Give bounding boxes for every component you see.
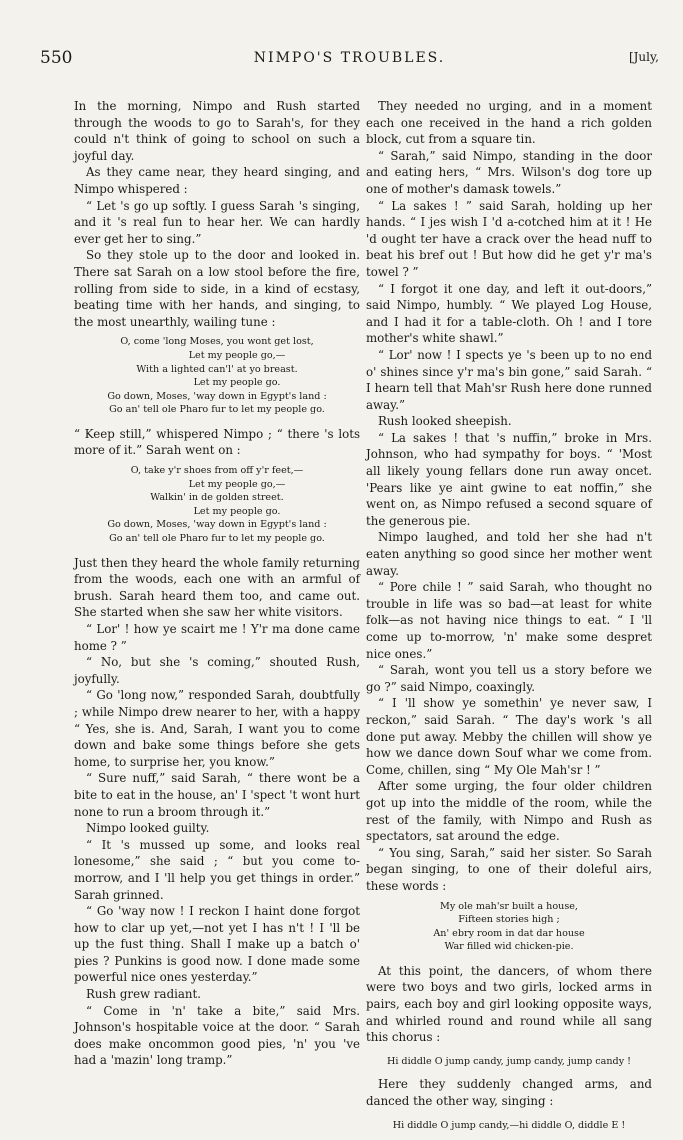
paragraph: “ Lor' ! how ye scairt me ! Y'r ma done came home ? ” [74, 622, 360, 653]
paragraph: So they stole up to the door and looked in. There sat Sarah on a low stool before the fire, rolling from side to side, in a kind of ecstasy, beating time with her hands, and singing, to the most unearthly, wailing tune : [74, 248, 360, 329]
verse-line: War filled wid chicken-pie. [444, 941, 574, 953]
paragraph: In the morning, Nimpo and Rush started through the woods to go to Sarah's, for they could n't think of going to school on such a joyful day. [74, 99, 360, 163]
paragraph: After some urging, the four older children got up into the middle of the room, while the rest of the family, with Nimpo and Rush as spectators, sat around the edge. [366, 779, 652, 844]
song-verse [74, 464, 360, 546]
chorus-line: Hi diddle O jump candy, jump candy, jump candy ! [386, 1055, 632, 1067]
paragraph: Rush looked sheepish. [378, 414, 512, 429]
paragraph: Here they suddenly changed arms, and danced the other way, singing : [366, 1077, 652, 1109]
page-number: 550 [40, 48, 73, 68]
paragraph: “ Go 'way now ! I reckon I haint done forgot how to clar up yet,—not yet I has n't ! I 'll be up the fust thing. Shall I make up a batch o' pies ? Punkins is good now. I done made some powerful nice ones yesterday.” [74, 904, 360, 985]
paragraph: “ Keep still,” whispered Nimpo ; “ there 's lots more of it.” Sarah went on : [74, 426, 360, 458]
verse-line: Let my people go,— [188, 478, 286, 490]
paragraph: “ La sakes ! that 's nuffin,” broke in Mrs. Johnson, who had sympathy for boys. “ 'Most all likely young fellars done run away oncet. 'Pears like ye aint gwine to eat noffin,” she went on, as Nimpo refused a second square of the generous pie. [366, 430, 652, 528]
paragraph: “ Let 's go up softly. I guess Sarah 's singing, and it 's real fun to hear her. We can hardly ever get her to sing.” [74, 198, 360, 246]
paragraph: “ Go 'long now,” responded Sarah, doubtfully ; while Nimpo drew nearer to her, with a happy “ Yes, she is. And, Sarah, I want you to come down and bake some things before she gets home, to surprise her, you know.” [74, 688, 360, 769]
paragraph: Rush grew radiant. [86, 987, 202, 1002]
paragraph: “ Sarah,” said Nimpo, standing in the door and eating hers, “ Mrs. Wilson's dog tore up one of mother's damask towels.” [366, 148, 652, 196]
paragraph: They needed no urging, and in a moment each one received in the hand a rich golden block, cut from a square tin. [366, 99, 652, 147]
paragraph: “ You sing, Sarah,” said her sister. So Sarah began singing, to one of their doleful airs, these words : [366, 845, 652, 893]
page-header [40, 48, 659, 72]
verse-line: O, come 'long Moses, you wont get lost, [120, 336, 314, 348]
verse-line: Walkin' in de golden street. [150, 492, 284, 504]
verse-line: Let my people go,— [188, 349, 286, 361]
paragraph: Nimpo laughed, and told her she had n't eaten anything so good since her mother went away. [366, 530, 652, 578]
verse-line: Go down, Moses, 'way down in Egypt's land : [107, 390, 327, 402]
verse-line: An' ebry room in dat dar house [433, 927, 585, 939]
verse-line: Let my people go. [193, 505, 281, 517]
verse-line: With a lighted can'l' at yo breast. [136, 363, 298, 375]
verse-line: Go down, Moses, 'way down in Egypt's land : [107, 519, 327, 531]
verse-line: Go an' tell ole Pharo fur to let my people go. [109, 533, 325, 545]
paragraph: “ Pore chile ! ” said Sarah, who thought no trouble in life was so bad—at least for white folk—as not having nice things to eat. “ I 'll come up to-morrow, 'n' make some despret nice ones.” [366, 580, 652, 661]
chorus-line: Hi diddle O jump candy,—hi diddle O, diddle E ! [392, 1119, 626, 1131]
paragraph: As they came near, they heard singing, and Nimpo whispered : [74, 165, 360, 196]
paragraph: “ La sakes ! ” said Sarah, holding up her hands. “ I jes wish I 'd a-cotched him at it ! He 'd ought ter have a crack over the head nuff to beat his bref out ! But how did he get y'r ma's towel ? ” [366, 198, 652, 279]
paragraph: “ No, but she 's coming,” shouted Rush, joyfully. [74, 655, 360, 686]
paragraph: At this point, the dancers, of whom there were two boys and two girls, locked arms in pairs, each boy and girl looking opposite ways, and whirled round and round while all sang this chorus : [366, 963, 652, 1045]
song-verse [366, 900, 652, 954]
song-verse [74, 335, 360, 417]
paragraph: Just then they heard the whole family returning from the woods, each one with an armful of brush. Sarah heard them too, and came out. She started when she saw her white visitors. [74, 555, 360, 620]
verse-line: O, take y'r shoes from off y'r feet,— [130, 465, 304, 477]
paragraph: “ Come in 'n' take a bite,” said Mrs. Johnson's hospitable voice at the door. “ Sarah does make oncommon good pies, 'n' you 've had a 'mazin' long tramp.” [74, 1003, 360, 1068]
running-title: NIMPO'S TROUBLES. [253, 50, 446, 66]
verse-line: Let my people go. [193, 377, 281, 389]
paragraph: “ It 's mussed up some, and looks real lonesome,” she said ; “ but you come to-morrow, and I 'll help you get things in order.” Sarah grinned. [74, 837, 360, 902]
issue-date: [July, [628, 50, 659, 64]
paragraph: “ I forgot it one day, and left it out-doors,” said Nimpo, humbly. “ We played Log House, and I had it for a table-cloth. Oh ! and I tore mother's white shawl.” [366, 281, 652, 346]
verse-line: Go an' tell ole Pharo fur to let my people go. [109, 404, 325, 416]
paragraph: “ Sure nuff,” said Sarah, “ there wont be a bite to eat in the house, an' I 'spect 't wont hurt none to run a broom through it.” [74, 771, 360, 819]
paragraph: Nimpo looked guilty. [86, 821, 210, 836]
verse-line: Fifteen stories high ; [458, 914, 560, 926]
left-column [74, 98, 360, 1069]
paragraph: “ Sarah, wont you tell us a story before we go ?” said Nimpo, coaxingly. [366, 663, 652, 694]
paragraph: “ I 'll show ye somethin' ye never saw, I reckon,” said Sarah. “ The day's work 's all done put away. Mebby the chillen will show ye how we dance down Souf whar we come from. Come, chillen, sing “ My Ole Mah'sr ! ” [366, 696, 652, 777]
verse-line: My ole mah'sr built a house, [440, 900, 578, 912]
paragraph: “ Lor' now ! I spects ye 's been up to no end o' shines since y'r ma's bin gone,” said Sarah. “ I hearn tell that Mah'sr Rush here done runned away.” [366, 347, 652, 412]
right-column [366, 98, 652, 1140]
